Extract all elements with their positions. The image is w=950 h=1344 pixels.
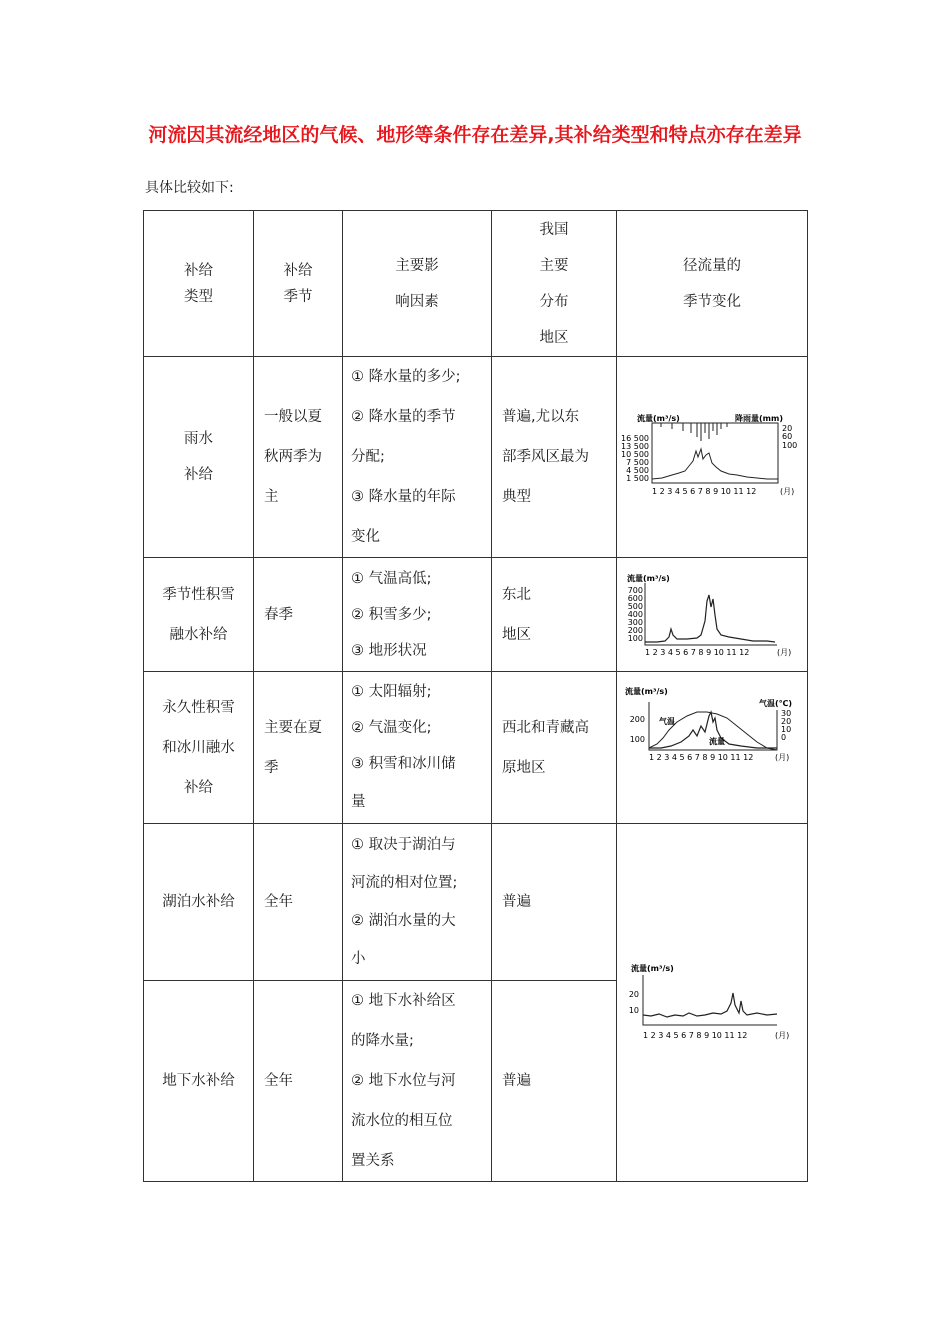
row-type: 地下水补给 xyxy=(144,981,254,1182)
y-tick: 7 500 xyxy=(626,458,649,467)
row-factors: ① 降水量的多少; ② 降水量的季节 分配; ③ 降水量的年际 变化 xyxy=(343,357,492,558)
y-tick: 200 xyxy=(627,625,643,635)
table-row xyxy=(144,558,808,672)
y-tick: 10 xyxy=(628,1005,639,1015)
row-factors: ① 气温高低; ② 积雪多少; ③ 地形状况 xyxy=(343,558,492,672)
temp-tick: 30 xyxy=(781,709,792,718)
row-season: 春季 xyxy=(254,558,343,672)
y-tick: 700 xyxy=(627,585,643,595)
plot-frame xyxy=(652,423,778,483)
row-chart-cell xyxy=(617,558,808,672)
row-type: 湖泊水补给 xyxy=(144,824,254,981)
month-unit: (月) xyxy=(775,753,790,762)
intro-text: 具体比较如下: xyxy=(145,180,234,196)
y-tick: 100 xyxy=(627,633,643,643)
snow-runoff-chart xyxy=(617,571,807,659)
row-factors: ① 取决于湖泊与 河流的相对位置; ② 湖泊水量的大 小 xyxy=(343,824,492,981)
table-row xyxy=(144,824,808,981)
month-unit: (月) xyxy=(775,1030,790,1040)
glacier-runoff-chart xyxy=(617,682,807,774)
rain-tick: 20 xyxy=(782,424,793,433)
y-tick: 4 500 xyxy=(626,466,649,475)
y-tick: 200 xyxy=(629,715,645,724)
y-tick: 20 xyxy=(628,989,639,999)
header-region: 我国 主要 分布 地区 xyxy=(492,211,617,357)
y-tick: 100 xyxy=(629,735,645,744)
rain-label: 降雨量(mm) xyxy=(735,414,783,423)
rain-bars xyxy=(661,423,727,441)
row-chart-cell xyxy=(617,672,808,824)
header-row xyxy=(144,211,808,357)
supply-comparison-table xyxy=(143,210,808,1182)
row-season: 全年 xyxy=(254,981,343,1182)
y-tick: 16 500 xyxy=(621,434,649,443)
axes xyxy=(643,975,777,1025)
row-season: 一般以夏 秋两季为 主 xyxy=(254,357,343,558)
header-type: 补给 类型 xyxy=(144,211,254,357)
temp-tick: 0 xyxy=(781,733,787,742)
rain-runoff-chart xyxy=(617,411,807,503)
flow-curve xyxy=(652,449,778,479)
row-type: 季节性积雪 融水补给 xyxy=(144,558,254,672)
month-ticks: 1 2 3 4 5 6 7 8 9 10 11 12 xyxy=(645,647,750,657)
row-chart-cell xyxy=(617,357,808,558)
header-factors: 主要影 响因素 xyxy=(343,211,492,357)
y-tick: 10 500 xyxy=(621,450,649,459)
flow-label: 流量(m³/s) xyxy=(625,687,668,696)
y-tick: 300 xyxy=(627,617,643,627)
rain-tick: 60 xyxy=(782,432,793,441)
rain-tick: 100 xyxy=(782,441,798,450)
flow-curve xyxy=(645,595,775,642)
month-ticks: 1 2 3 4 5 6 7 8 9 10 11 12 xyxy=(652,487,757,496)
row-region: 普遍 xyxy=(492,824,617,981)
flow-curve xyxy=(643,993,777,1017)
row-region: 东北 地区 xyxy=(492,558,617,672)
y-tick: 600 xyxy=(627,593,643,603)
row-season: 全年 xyxy=(254,824,343,981)
table-row xyxy=(144,357,808,558)
temp-label: 气温(℃) xyxy=(759,699,792,708)
flow-label: 流量(m³/s) xyxy=(631,963,674,973)
y-tick: 13 500 xyxy=(621,442,649,451)
flow-curve-label: 流量 xyxy=(709,737,725,746)
row-chart-cell xyxy=(617,824,808,1182)
row-region: 普遍,尤以东 部季风区最为 典型 xyxy=(492,357,617,558)
header-season: 补给 季节 xyxy=(254,211,343,357)
flow-label: 流量(m³/s) xyxy=(637,414,680,423)
row-factors: ① 地下水补给区 的降水量; ② 地下水位与河 流水位的相互位 置关系 xyxy=(343,981,492,1182)
temp-curve-label: 气温 xyxy=(659,717,675,726)
y-tick: 500 xyxy=(627,601,643,611)
header-runoff: 径流量的 季节变化 xyxy=(617,211,808,357)
page-title: 河流因其流经地区的气候、地形等条件存在差异,其补给类型和特点亦存在差异 xyxy=(148,124,802,146)
lake-groundwater-runoff-chart xyxy=(617,961,807,1045)
month-ticks: 1 2 3 4 5 6 7 8 9 10 11 12 xyxy=(649,753,754,762)
month-unit: (月) xyxy=(777,647,792,657)
y-tick: 1 500 xyxy=(626,474,649,483)
row-region: 西北和青藏高 原地区 xyxy=(492,672,617,824)
month-ticks: 1 2 3 4 5 6 7 8 9 10 11 12 xyxy=(643,1030,748,1040)
temp-tick: 20 xyxy=(781,717,792,726)
table-row xyxy=(144,672,808,824)
row-region: 普遍 xyxy=(492,981,617,1182)
row-season: 主要在夏 季 xyxy=(254,672,343,824)
flow-label: 流量(m³/s) xyxy=(627,573,670,583)
temp-tick: 10 xyxy=(781,725,792,734)
row-type: 永久性积雪 和冰川融水 补给 xyxy=(144,672,254,824)
axes xyxy=(645,583,777,645)
month-unit: (月) xyxy=(780,487,795,496)
row-factors: ① 太阳辐射; ② 气温变化; ③ 积雪和冰川储 量 xyxy=(343,672,492,824)
y-tick: 400 xyxy=(627,609,643,619)
row-type: 雨水 补给 xyxy=(144,357,254,558)
